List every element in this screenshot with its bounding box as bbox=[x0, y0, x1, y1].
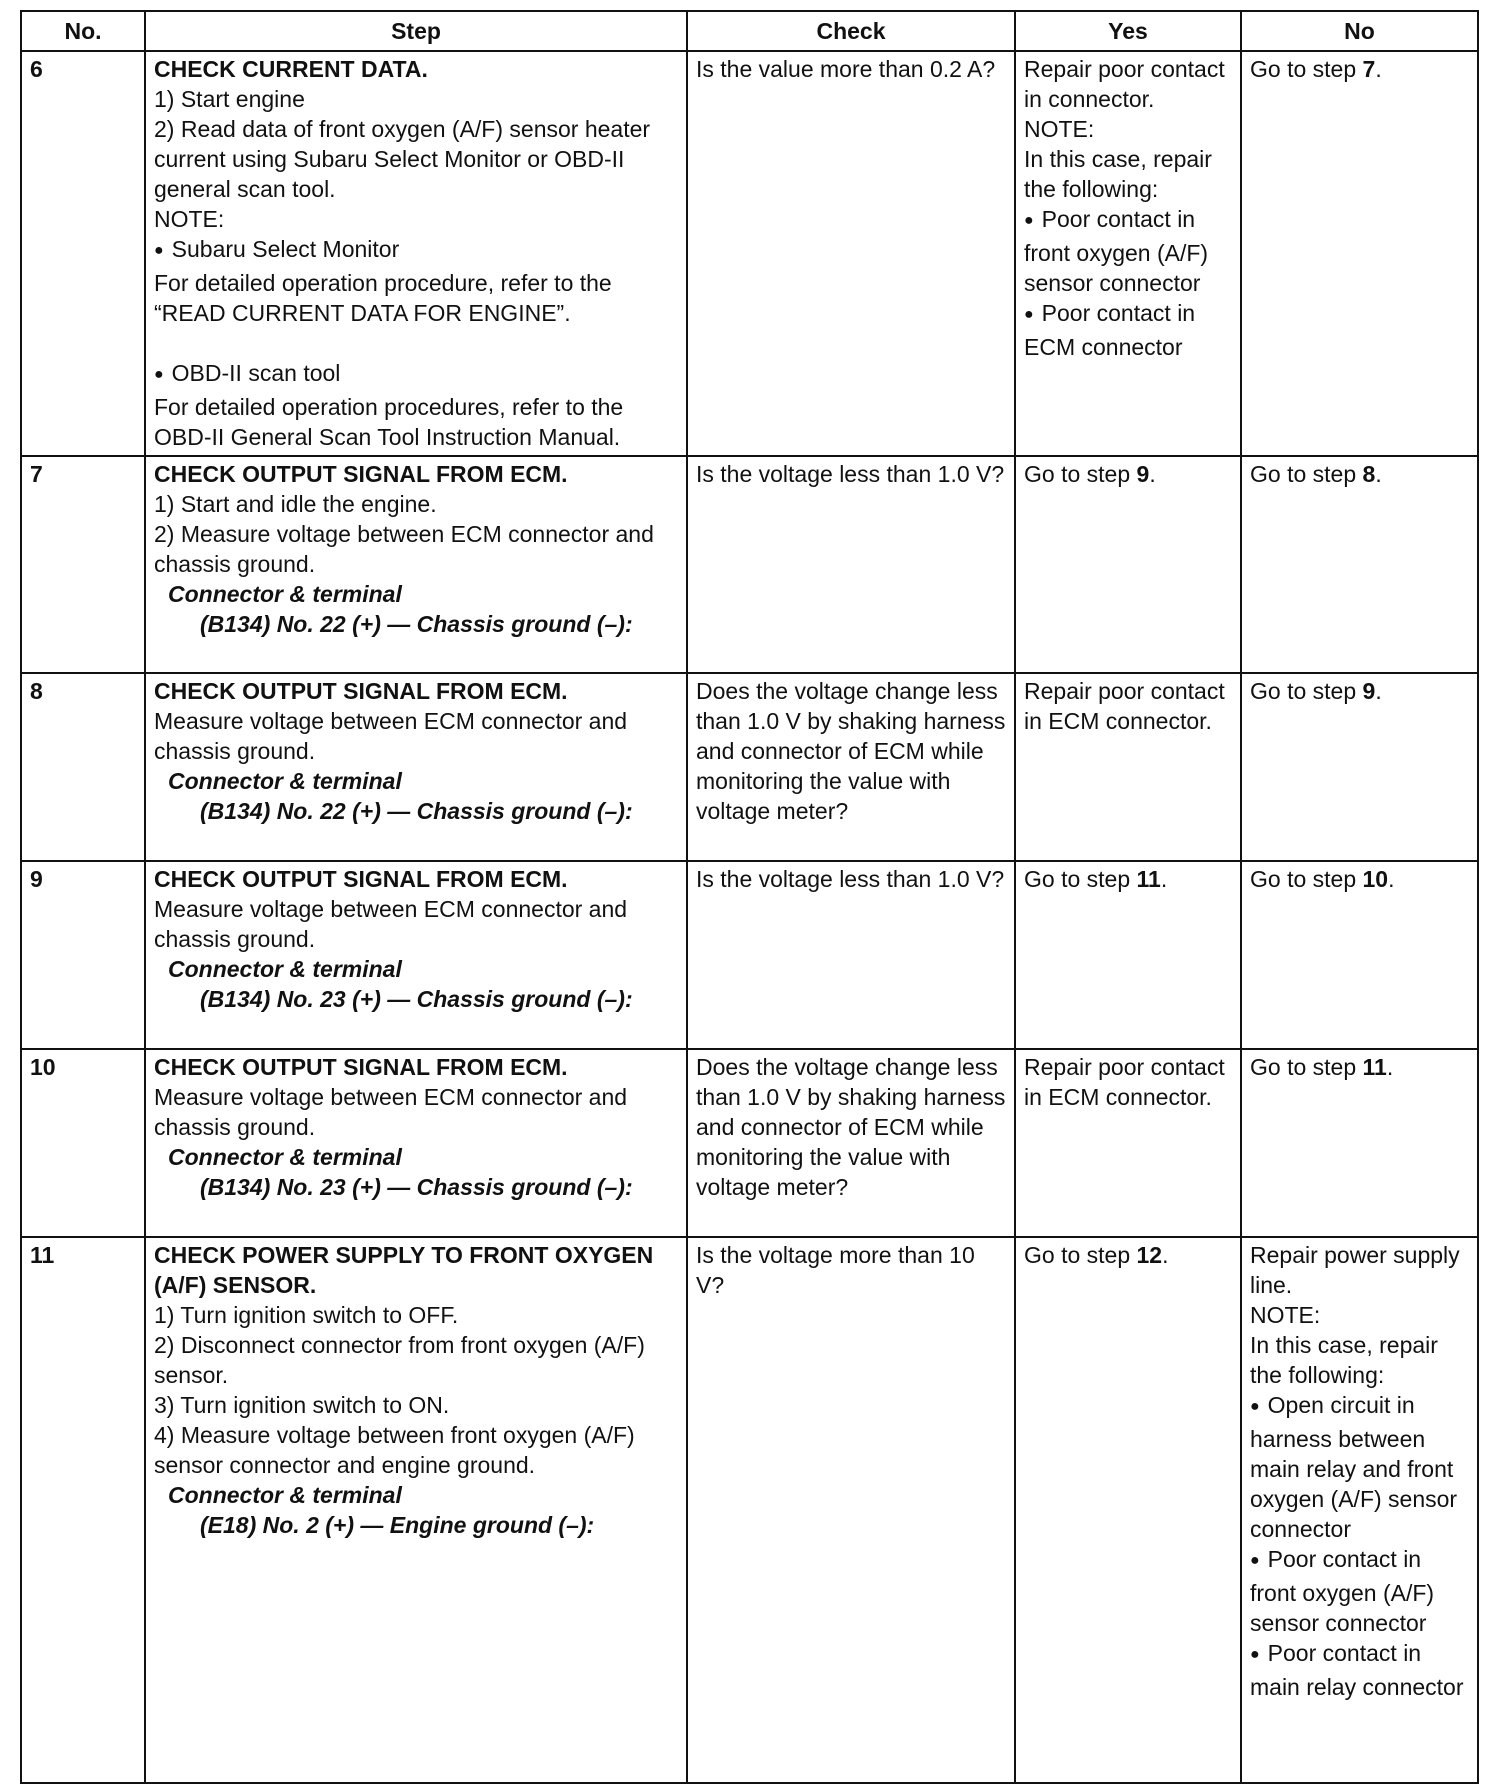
check-cell: Is the voltage more than 10 V? bbox=[687, 1237, 1015, 1783]
step-number: 9 bbox=[21, 861, 145, 1049]
terminal-spec: (E18) No. 2 (+) — Engine ground (–): bbox=[200, 1512, 595, 1538]
terminal-spec: (B134) No. 22 (+) — Chassis ground (–): bbox=[200, 611, 633, 637]
step-title: CHECK POWER SUPPLY TO FRONT OXYGEN (A/F) SENSOR. bbox=[154, 1242, 654, 1298]
yes-bullet: ● Poor contact in ECM connector bbox=[1024, 298, 1232, 362]
step-line: 2) Measure voltage between ECM connector and chassis ground. bbox=[154, 521, 654, 577]
header-no-result: No bbox=[1241, 11, 1478, 51]
step-line: 1) Start engine bbox=[154, 86, 305, 112]
step-line: Measure voltage between ECM connector and chassis ground. bbox=[154, 1084, 628, 1140]
check-cell: Does the voltage change less than 1.0 V by shaking harness and connector of ECM while monitoring the value with voltage meter? bbox=[687, 1049, 1015, 1237]
table-row bbox=[21, 1237, 1478, 1783]
note-text: For detailed operation procedure, refer to the “READ CURRENT DATA FOR ENGINE”. bbox=[154, 270, 612, 326]
goto-prefix: Go to step bbox=[1024, 1242, 1137, 1268]
no-bullet: ● Poor contact in main relay connector bbox=[1250, 1638, 1469, 1702]
goto-step-number: 12 bbox=[1136, 1242, 1163, 1268]
table-row bbox=[21, 673, 1478, 861]
goto-prefix: Go to step bbox=[1250, 1054, 1363, 1080]
header-check: Check bbox=[687, 11, 1015, 51]
step-title: CHECK OUTPUT SIGNAL FROM ECM. bbox=[154, 866, 568, 892]
goto-step-number: 8 bbox=[1362, 461, 1376, 487]
note-bullet: ● OBD-II scan tool bbox=[154, 358, 678, 392]
goto-prefix: Go to step bbox=[1250, 866, 1363, 892]
header-step: Step bbox=[145, 11, 687, 51]
no-intro: In this case, repair the following: bbox=[1250, 1332, 1438, 1388]
step-line: Measure voltage between ECM connector and chassis ground. bbox=[154, 896, 628, 952]
step-cell bbox=[145, 673, 687, 861]
goto-suffix: . bbox=[1375, 461, 1382, 487]
step-title: CHECK OUTPUT SIGNAL FROM ECM. bbox=[154, 678, 568, 704]
yes-text: Repair poor contact in connector. bbox=[1024, 56, 1225, 112]
goto-prefix: Go to step bbox=[1250, 56, 1363, 82]
step-line: 3) Turn ignition switch to ON. bbox=[154, 1392, 450, 1418]
step-number: 8 bbox=[21, 673, 145, 861]
connector-label: Connector & terminal bbox=[168, 956, 402, 982]
yes-intro: In this case, repair the following: bbox=[1024, 146, 1212, 202]
step-line: 2) Read data of front oxygen (A/F) sensor heater current using Subaru Select Monitor or OBD-II general scan tool. bbox=[154, 116, 651, 202]
blank-line bbox=[154, 328, 678, 358]
yes-cell bbox=[1015, 456, 1241, 673]
connector-label: Connector & terminal bbox=[168, 581, 402, 607]
terminal-spec: (B134) No. 22 (+) — Chassis ground (–): bbox=[200, 798, 633, 824]
no-note: NOTE: bbox=[1250, 1302, 1321, 1328]
goto-step-number: 11 bbox=[1136, 866, 1161, 892]
note-text: For detailed operation procedures, refer to the OBD-II General Scan Tool Instruction Manual. bbox=[154, 394, 624, 450]
check-cell: Does the voltage change less than 1.0 V by shaking harness and connector of ECM while monitoring the value with voltage meter? bbox=[687, 673, 1015, 861]
step-line: Measure voltage between ECM connector and chassis ground. bbox=[154, 708, 628, 764]
goto-prefix: Go to step bbox=[1024, 866, 1137, 892]
note-bullet: ● Subaru Select Monitor bbox=[154, 234, 678, 268]
yes-bullet: ● Poor contact in front oxygen (A/F) sensor connector bbox=[1024, 204, 1232, 298]
no-bullet: ● Poor contact in front oxygen (A/F) sensor connector bbox=[1250, 1544, 1469, 1638]
yes-cell bbox=[1015, 861, 1241, 1049]
check-cell: Is the voltage less than 1.0 V? bbox=[687, 456, 1015, 673]
step-line: 4) Measure voltage between front oxygen (A/F) sensor connector and engine ground. bbox=[154, 1422, 635, 1478]
no-cell bbox=[1241, 51, 1478, 456]
no-text: Repair power supply line. bbox=[1250, 1242, 1460, 1298]
step-cell bbox=[145, 1049, 687, 1237]
goto-step-number: 9 bbox=[1362, 678, 1376, 704]
yes-cell: Repair poor contact in ECM connector. bbox=[1015, 1049, 1241, 1237]
step-title: CHECK CURRENT DATA. bbox=[154, 56, 428, 82]
check-cell: Is the voltage less than 1.0 V? bbox=[687, 861, 1015, 1049]
goto-suffix: . bbox=[1375, 56, 1382, 82]
goto-step-number: 7 bbox=[1362, 56, 1376, 82]
header-no: No. bbox=[21, 11, 145, 51]
step-cell bbox=[145, 456, 687, 673]
no-cell bbox=[1241, 673, 1478, 861]
step-title: CHECK OUTPUT SIGNAL FROM ECM. bbox=[154, 1054, 568, 1080]
table-row bbox=[21, 456, 1478, 673]
yes-cell: Repair poor contact in ECM connector. bbox=[1015, 673, 1241, 861]
table-row bbox=[21, 51, 1478, 456]
goto-suffix: . bbox=[1386, 1054, 1394, 1080]
goto-suffix: . bbox=[1149, 461, 1156, 487]
goto-prefix: Go to step bbox=[1250, 678, 1363, 704]
connector-label: Connector & terminal bbox=[168, 768, 402, 794]
goto-step-number: 11 bbox=[1362, 1054, 1387, 1080]
goto-prefix: Go to step bbox=[1024, 461, 1137, 487]
goto-suffix: . bbox=[1162, 1242, 1169, 1268]
terminal-spec: (B134) No. 23 (+) — Chassis ground (–): bbox=[200, 1174, 633, 1200]
step-line: 1) Turn ignition switch to OFF. bbox=[154, 1302, 459, 1328]
yes-cell bbox=[1015, 1237, 1241, 1783]
step-line: 1) Start and idle the engine. bbox=[154, 491, 437, 517]
no-bullet: ● Open circuit in harness between main relay and front oxygen (A/F) sensor connector bbox=[1250, 1390, 1469, 1544]
connector-label: Connector & terminal bbox=[168, 1482, 402, 1508]
procedure-table bbox=[20, 10, 1479, 1784]
diagnostic-procedure-table bbox=[20, 10, 1477, 1784]
step-cell bbox=[145, 51, 687, 456]
step-number: 6 bbox=[21, 51, 145, 456]
step-number: 10 bbox=[21, 1049, 145, 1237]
goto-suffix: . bbox=[1160, 866, 1168, 892]
no-cell bbox=[1241, 456, 1478, 673]
step-line: 2) Disconnect connector from front oxygen (A/F) sensor. bbox=[154, 1332, 645, 1388]
no-cell bbox=[1241, 1049, 1478, 1237]
goto-prefix: Go to step bbox=[1250, 461, 1363, 487]
header-row bbox=[21, 11, 1478, 51]
step-cell bbox=[145, 1237, 687, 1783]
no-cell bbox=[1241, 1237, 1478, 1783]
check-cell: Is the value more than 0.2 A? bbox=[687, 51, 1015, 456]
header-yes: Yes bbox=[1015, 11, 1241, 51]
goto-suffix: . bbox=[1375, 678, 1382, 704]
step-title: CHECK OUTPUT SIGNAL FROM ECM. bbox=[154, 461, 568, 487]
no-cell bbox=[1241, 861, 1478, 1049]
table-row bbox=[21, 861, 1478, 1049]
goto-suffix: . bbox=[1388, 866, 1395, 892]
table-row bbox=[21, 1049, 1478, 1237]
yes-cell bbox=[1015, 51, 1241, 456]
goto-step-number: 10 bbox=[1362, 866, 1389, 892]
step-line: NOTE: bbox=[154, 206, 225, 232]
step-number: 11 bbox=[21, 1237, 145, 1783]
step-cell bbox=[145, 861, 687, 1049]
connector-label: Connector & terminal bbox=[168, 1144, 402, 1170]
goto-step-number: 9 bbox=[1136, 461, 1150, 487]
terminal-spec: (B134) No. 23 (+) — Chassis ground (–): bbox=[200, 986, 633, 1012]
yes-note: NOTE: bbox=[1024, 116, 1095, 142]
step-number: 7 bbox=[21, 456, 145, 673]
